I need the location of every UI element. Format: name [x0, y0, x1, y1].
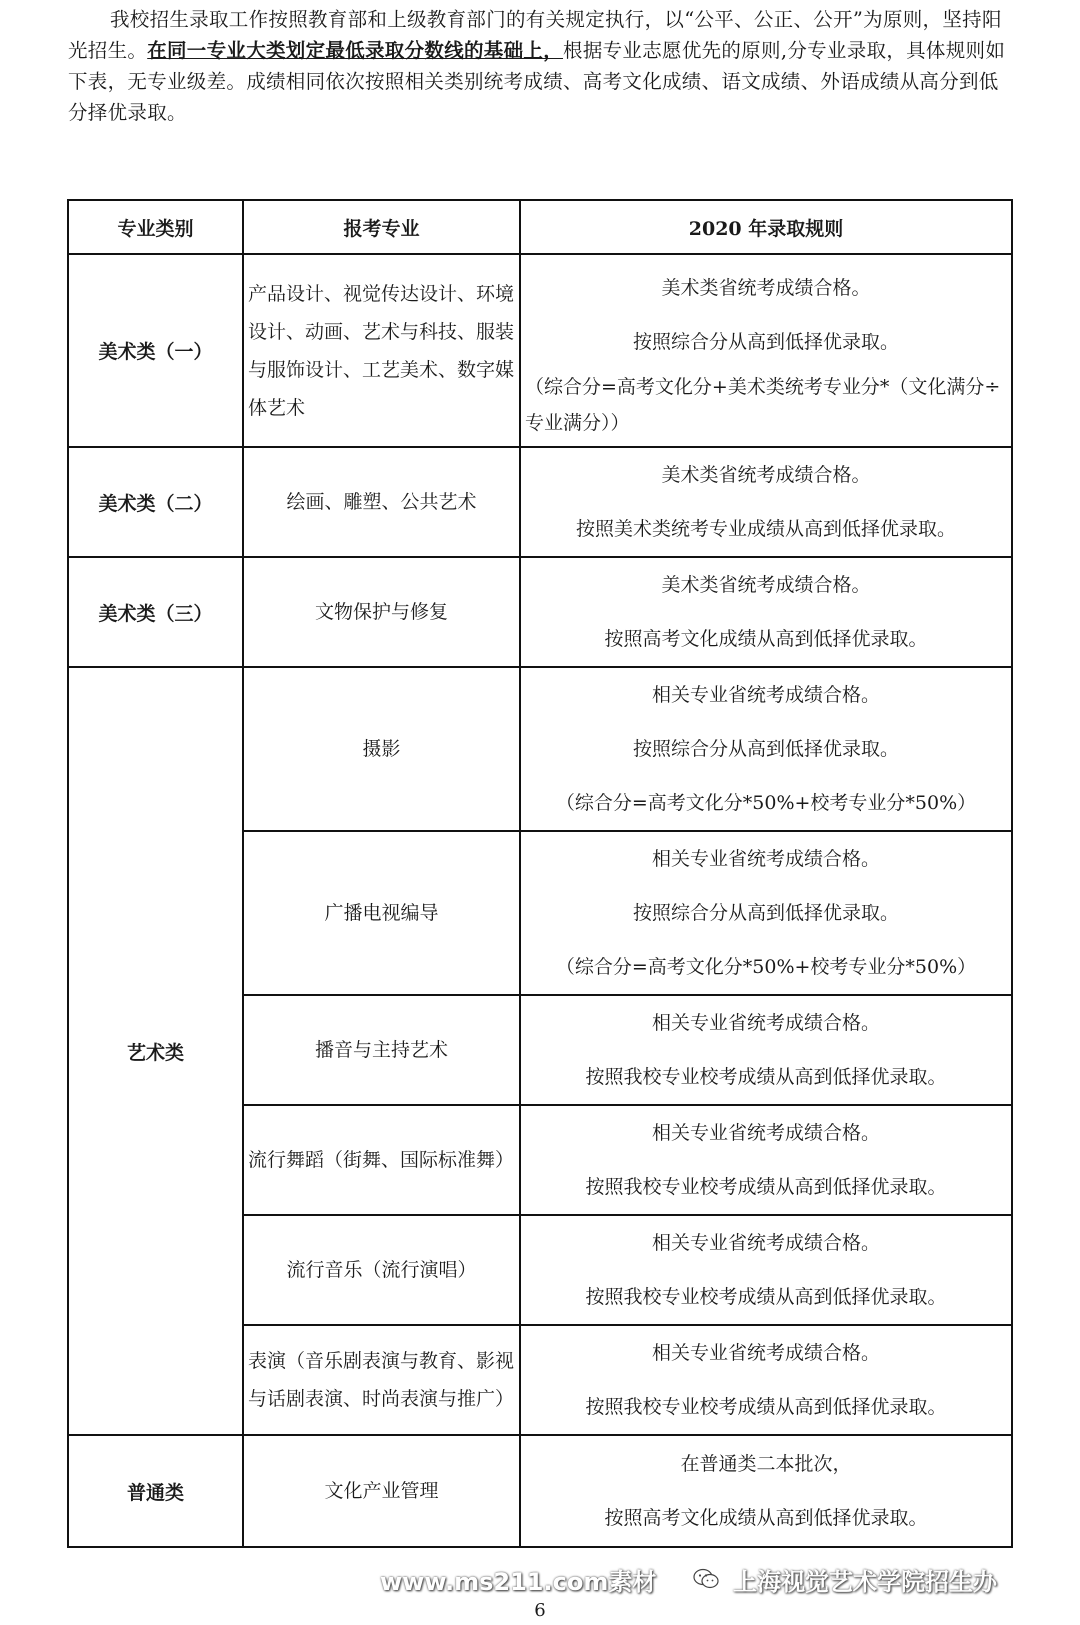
category-cell: 美术类（三）: [68, 557, 243, 667]
intro-text-2: 根据专业志愿优先的原则,分专业录取，具体规则如下表，无专业级差。成绩相同依次按照相关类别统考成绩、高考文化成绩、语文成绩、外语成绩从高分到低分择优录取。: [68, 39, 1006, 124]
rule-line: 相关专业省统考成绩合格。: [651, 1232, 880, 1254]
rule-line: 按照高考文化成绩从高到低择优录取。: [604, 1507, 928, 1529]
rule-line: （综合分=高考文化分*50%+校考专业分*50%）: [555, 792, 977, 814]
rule-line: 美术类省统考成绩合格。: [661, 574, 871, 596]
rule-line: 相关专业省统考成绩合格。: [651, 848, 880, 870]
rule-line: （综合分=高考文化分*50%+校考专业分*50%）: [555, 956, 977, 978]
category-cell: 美术类（一）: [68, 254, 243, 447]
rule-line: 相关专业省统考成绩合格。: [651, 684, 880, 706]
category-cell: 美术类（二）: [68, 447, 243, 557]
table-row: [68, 557, 1012, 667]
rule-cell: [520, 447, 1012, 557]
wechat-icon: [693, 1567, 719, 1597]
admission-rules-table: [67, 199, 1013, 1548]
watermark: [380, 1562, 1080, 1597]
category-cell: 艺术类: [68, 667, 243, 1435]
table-row: [68, 1435, 1012, 1547]
major-cell: 文化产业管理: [243, 1435, 520, 1547]
rule-line: 相关专业省统考成绩合格。: [651, 1122, 880, 1144]
watermark-site: www.ms211.com素材: [380, 1568, 657, 1596]
header-category: 专业类别: [68, 200, 243, 254]
intro-text-1: 我校招生录取工作按照教育部和上级教育部门的有关规定执行，以“公平、公正、公开”为原则，坚持阳光招生。: [68, 8, 1002, 62]
rule-line: 按照我校专业校考成绩从高到低择优录取。: [585, 1286, 947, 1308]
table-header-row: [68, 200, 1012, 254]
rule-line: 按照综合分从高到低择优录取。: [632, 330, 899, 353]
rule-cell: [520, 557, 1012, 667]
major-cell: 流行舞蹈（街舞、国际标准舞）: [243, 1105, 520, 1215]
major-cell: 文物保护与修复: [243, 557, 520, 667]
rule-cell: [520, 1105, 1012, 1215]
rule-line: 按照综合分从高到低择优录取。: [632, 738, 899, 760]
rule-line: 相关专业省统考成绩合格。: [651, 1342, 880, 1364]
header-rule: 2020 年录取规则: [520, 200, 1012, 254]
major-cell: 播音与主持艺术: [243, 995, 520, 1105]
table-row: [68, 667, 1012, 831]
table-row: [68, 254, 1012, 447]
rule-cell: [520, 1325, 1012, 1435]
major-cell: 产品设计、视觉传达设计、环境设计、动画、艺术与科技、服装与服饰设计、工艺美术、数字媒体艺术: [243, 254, 520, 447]
rule-cell: [520, 1215, 1012, 1325]
rule-line: 按照我校专业校考成绩从高到低择优录取。: [585, 1066, 947, 1088]
rule-cell: [520, 254, 1012, 447]
major-cell: 流行音乐（流行演唱）: [243, 1215, 520, 1325]
rule-line: 按照综合分从高到低择优录取。: [632, 902, 899, 924]
intro-paragraph: [68, 4, 1013, 128]
rule-cell: [520, 995, 1012, 1105]
intro-emphasis: 在同一专业大类划定最低录取分数线的基础上，: [147, 39, 564, 62]
rule-note: （综合分=高考文化分+美术类统考专业分*（文化满分÷专业满分））: [525, 375, 1001, 434]
page-number: 6: [534, 1600, 546, 1621]
rule-line: 按照美术类统考专业成绩从高到低择优录取。: [575, 518, 956, 540]
watermark-account: 上海视觉艺术学院招生办: [733, 1568, 998, 1596]
category-cell: 普通类: [68, 1435, 243, 1547]
header-major: 报考专业: [243, 200, 520, 254]
rule-line: 按照我校专业校考成绩从高到低择优录取。: [585, 1396, 947, 1418]
major-cell: 广播电视编导: [243, 831, 520, 995]
rule-line: 美术类省统考成绩合格。: [661, 464, 871, 486]
major-cell: 摄影: [243, 667, 520, 831]
rule-line: 美术类省统考成绩合格。: [661, 276, 871, 299]
rule-cell: [520, 831, 1012, 995]
rule-line: 按照我校专业校考成绩从高到低择优录取。: [585, 1176, 947, 1198]
table-row: [68, 447, 1012, 557]
rule-line: 相关专业省统考成绩合格。: [651, 1012, 880, 1034]
major-cell: 表演（音乐剧表演与教育、影视与话剧表演、时尚表演与推广）: [243, 1325, 520, 1435]
major-cell: 绘画、雕塑、公共艺术: [243, 447, 520, 557]
rule-line: 在普通类二本批次，: [680, 1453, 852, 1475]
rule-cell: [520, 1435, 1012, 1547]
rule-cell: [520, 667, 1012, 831]
rule-line: 按照高考文化成绩从高到低择优录取。: [604, 628, 928, 650]
